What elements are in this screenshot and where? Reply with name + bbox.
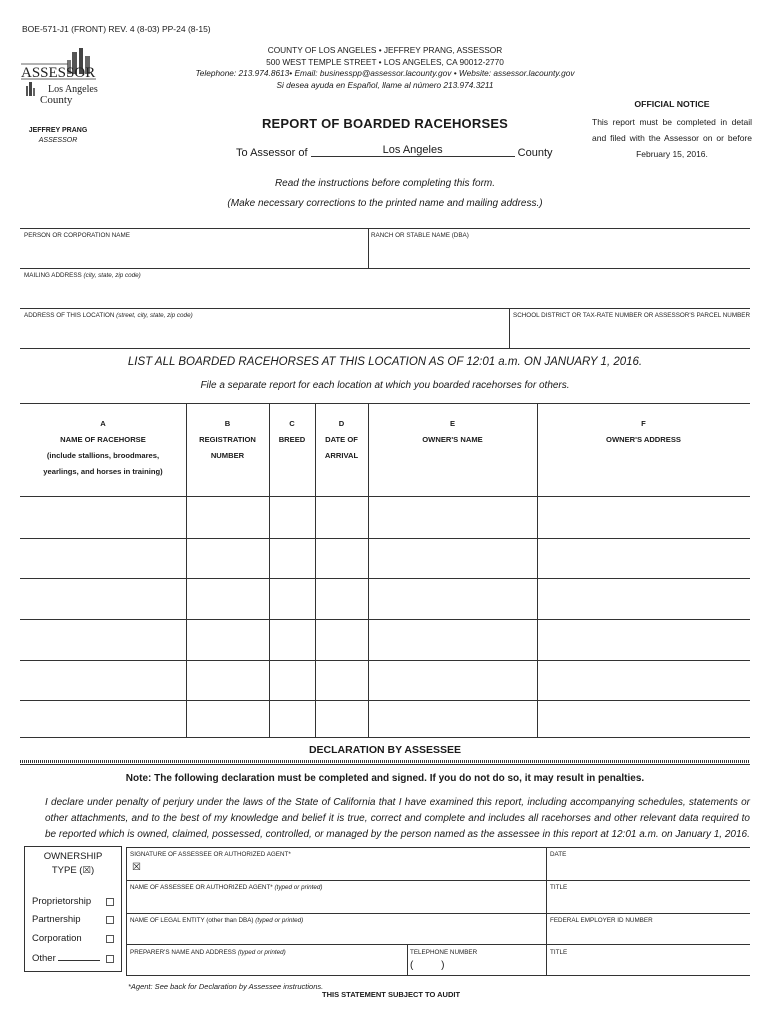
col-title: NAME OF RACEHORSE [60, 435, 146, 444]
option-label: Corporation [32, 933, 82, 944]
col-title: OWNER'S NAME [422, 435, 483, 444]
col-divider [368, 403, 369, 737]
col-title: DATE OF [325, 435, 358, 444]
assessor-logo [18, 48, 98, 112]
column-header-f [537, 416, 750, 448]
name-label: NAME OF ASSESSEE OR AUTHORIZED AGENT* [130, 884, 273, 891]
option-label: Proprietorship [32, 896, 92, 907]
divider [368, 228, 369, 269]
mailing-address-field[interactable] [24, 272, 141, 279]
mailing-address-hint: (city, state, zip code) [83, 272, 141, 279]
divider [509, 308, 510, 349]
address-line: 500 WEST TEMPLE STREET • LOS ANGELES, CA 90012-2770 [266, 56, 504, 67]
option-label: Other [32, 953, 56, 964]
person-or-corp-field[interactable]: PERSON OR CORPORATION NAME [24, 232, 130, 239]
assessor-name: JEFFREY PRANG [28, 127, 88, 134]
assessor-title: ASSESSOR [38, 137, 78, 144]
mailing-address-label: MAILING ADDRESS [24, 272, 82, 279]
column-header-d [315, 416, 368, 464]
col-title: REGISTRATION [199, 435, 256, 444]
table-row[interactable] [20, 496, 750, 497]
col-letter: F [641, 419, 646, 428]
logo-word-assessor: ASSESSOR [21, 65, 96, 81]
col-letter: D [338, 419, 345, 428]
location-address-hint: (street, city, state, zip code) [116, 312, 193, 319]
column-header-c [269, 416, 315, 448]
checkbox[interactable] [106, 955, 114, 963]
contact-line: Telephone: 213.974.8613• Email: businesspp@assessor.lacounty.gov • Website: assessor.lacounty.gov [195, 68, 575, 78]
title-field[interactable]: TITLE [550, 884, 568, 891]
table-row[interactable] [20, 538, 750, 539]
col-title: OWNER'S ADDRESS [606, 435, 681, 444]
report-title: REPORT OF BOARDED RACEHORSES [261, 116, 509, 131]
ownership-type [24, 850, 122, 964]
legal-entity-field[interactable] [130, 917, 303, 924]
divider [20, 228, 750, 229]
preparer-field[interactable] [130, 949, 286, 956]
col-divider [537, 403, 538, 737]
divider [20, 348, 750, 349]
checkbox[interactable] [106, 898, 114, 906]
col-divider [269, 403, 270, 737]
to-assessor-prefix: To Assessor of [236, 147, 308, 159]
divider [126, 944, 750, 945]
ranch-or-stable-field[interactable]: RANCH OR STABLE NAME (DBA) [371, 232, 469, 239]
divider [126, 847, 750, 848]
divider [20, 308, 750, 309]
spanish-line: Si desea ayuda en Español, llame al número 213.974.3211 [276, 79, 494, 90]
official-notice [592, 96, 752, 162]
preparer-hint: (typed or printed) [237, 949, 286, 956]
checkbox[interactable] [106, 935, 114, 943]
logo-word-county: County [40, 94, 73, 106]
instruction-1: Read the instructions before completing this form. [274, 178, 496, 189]
telephone-field[interactable]: TELEPHONE NUMBER [410, 949, 478, 956]
divider [126, 847, 127, 976]
date-field[interactable]: DATE [550, 851, 567, 858]
table-row[interactable] [20, 619, 750, 620]
official-notice-body: This report must be completed in detail and filed with the Assessor on or before February 15, 2016. [592, 117, 752, 159]
divider [20, 268, 750, 269]
divider [546, 847, 547, 976]
preparer-label: PREPARER'S NAME AND ADDRESS [130, 949, 237, 956]
ownership-proprietorship[interactable] [32, 896, 118, 907]
signature-mark: ☒ [132, 862, 141, 873]
col-letter: B [224, 419, 231, 428]
declaration-rule [20, 764, 750, 765]
legal-entity-label: NAME OF LEGAL ENTITY (other than DBA) [130, 917, 254, 924]
column-header-e [368, 416, 537, 448]
fein-field[interactable]: FEDERAL EMPLOYER ID NUMBER [550, 917, 653, 924]
col-sub: NUMBER [210, 451, 245, 460]
declaration-text: I declare under penalty of perjury under the laws of the State of California that I have examined this report, including accompanying schedules, statements or other attachments, and to the best of my knowledge and belief it is true, correct and complete and includes all racehorses and other relevant data required to be reported which is owned, claimed, possessed, controlled, or managed by the person named as the assessee in this report at 12:01 a.m. on January 1, 2016. [45, 797, 750, 840]
column-header-b [186, 416, 269, 464]
signature-field[interactable]: SIGNATURE OF ASSESSEE OR AUTHORIZED AGENT* [130, 851, 291, 858]
county-field[interactable]: Los Angeles [311, 144, 515, 157]
col-sub: (include stallions, broodmares, [46, 451, 160, 460]
declaration-rule [20, 760, 750, 763]
logo-word-la: Los Angeles [48, 84, 98, 95]
ownership-other[interactable] [32, 953, 118, 964]
to-assessor-line [236, 144, 553, 160]
column-header-a [20, 416, 186, 480]
form-id: BOE-571-J1 (FRONT) REV. 4 (8-03) PP-24 (8-15) [22, 24, 211, 34]
col-sub: yearlings, and horses in training) [43, 467, 163, 476]
office-line: COUNTY OF LOS ANGELES • JEFFREY PRANG, ASSESSOR [267, 45, 503, 55]
col-letter: C [289, 419, 295, 428]
location-address-field[interactable] [24, 312, 193, 319]
ownership-corporation[interactable] [32, 933, 118, 944]
agent-footnote: *Agent: See back for Declaration by Assessee instructions. [128, 982, 324, 991]
name-field[interactable] [130, 884, 322, 891]
school-district-field[interactable]: SCHOOL DISTRICT OR TAX-RATE NUMBER OR ASSESSOR'S PARCEL NUMBER [513, 312, 751, 319]
col-sub: ARRIVAL [324, 451, 359, 460]
table-row[interactable] [20, 578, 750, 579]
telephone-parens: ( ) [410, 960, 445, 971]
table-row[interactable] [20, 660, 750, 661]
checkbox[interactable] [106, 916, 114, 924]
table-top-border [20, 403, 750, 404]
divider [126, 913, 750, 914]
location-address-label: ADDRESS OF THIS LOCATION [24, 312, 115, 319]
table-row[interactable] [20, 700, 750, 701]
ownership-title: OWNERSHIP [43, 851, 103, 862]
col-title: BREED [278, 435, 306, 444]
title2-field[interactable]: TITLE [550, 949, 568, 956]
official-notice-title: OFFICIAL NOTICE [634, 99, 710, 109]
other-field[interactable] [58, 960, 100, 961]
name-hint: (typed or printed) [274, 884, 323, 891]
divider [407, 944, 408, 976]
table-bottom-border [20, 737, 750, 738]
audit-notice: THIS STATEMENT SUBJECT TO AUDIT [322, 990, 461, 999]
office-header [180, 45, 590, 91]
ownership-subtitle: TYPE (☒) [51, 865, 95, 876]
list-subtitle: File a separate report for each location at which you boarded racehorses for others. [200, 380, 570, 391]
divider [126, 975, 750, 976]
declaration-title: DECLARATION BY ASSESSEE [308, 744, 462, 756]
col-letter: E [449, 419, 456, 428]
county-suffix: County [517, 147, 553, 159]
option-label: Partnership [32, 914, 81, 925]
list-title: LIST ALL BOARDED RACEHORSES AT THIS LOCATION AS OF 12:01 a.m. ON JANUARY 1, 2016. [127, 356, 643, 368]
instruction-2: (Make necessary corrections to the printed name and mailing address.) [227, 198, 543, 209]
legal-entity-hint: (typed or printed) [255, 917, 304, 924]
col-letter: A [100, 419, 106, 428]
ownership-partnership[interactable] [32, 914, 118, 925]
divider [126, 880, 750, 881]
declaration-note: Note: The following declaration must be completed and signed. If you do not do so, it may result in penalties. [125, 773, 645, 784]
assessor-name-block [18, 126, 98, 146]
